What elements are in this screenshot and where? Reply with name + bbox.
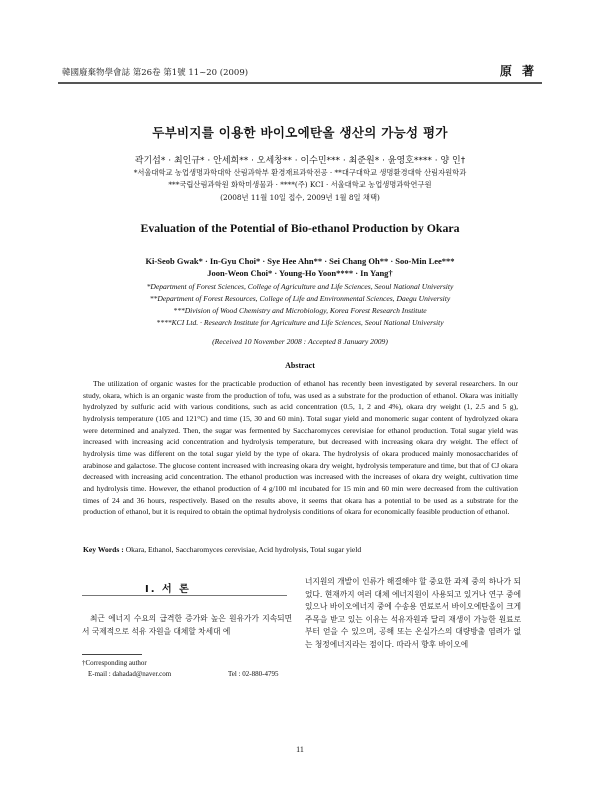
abstract-body: The utilization of organic wastes for the practicable production of ethanol has recently been investigated by several researchers. In our study, okara, which is an organic waste from the production of tofu, was used as a substrate for the production of ethanol. Okara was initially hydrolyzed by sulfuric acid with various conditions, such as acid concentration (0.5, 1, 2 and 4%), okara dry weight (1, 2.5 and 5 g), hydrolysis temperature (105 and 121°C) and time (15, 30 and 60 min). Total sugar yield and monomeric sugar content of hydrolyzed okara were determined and analyzed. Then, the sugar was fermented by Saccharomyces cerevisiae for ethanol production. Total sugar yield was increased with increasing acid concentration and hydrolysis temperature, but decreased with increasing okara dry weight. The effect of hydrolysis time was different on the total sugar yield by the type of okara. The hydrolysis of okara produced mainly monosaccharides of arabinose and galactose. The glucose content increased with increasing okara dry weight, hydrolysis temperature and time, but that of CJ okara decreased with increasing acid concentration. The ethanol production was increased with the increases of okara dry weight, cultivation time and hydrolysis time. However, the ethanol production of 4 g/100 ml incubated for 15 min and 60 min were decreased from the cultivation times of 24 and 36 hours, respectively. Based on the results above, it seems that okara has a potential to be used as a substrate for the production of ethanol, but it is required to obtain the optimal hydrolysis conditions of okara for economically feasible production of ethanol. bbox=[83, 379, 518, 517]
english-received-dates: (Received 10 November 2008 : Accepted 8 January 2009) bbox=[212, 337, 388, 346]
abstract-heading: Abstract bbox=[285, 361, 315, 370]
english-authors bbox=[40, 255, 560, 279]
section-title: I. 서 론 bbox=[145, 584, 191, 595]
english-affiliation-4: ****KCI Ltd. · Research Institute for Agriculture and Life Sciences, Seoul National University bbox=[156, 318, 444, 328]
korean-title: 두부비지를 이용한 바이오에탄올 생산의 가능성 평가 bbox=[152, 125, 448, 140]
corresponding-tel: Tel : 02-880-4795 bbox=[228, 670, 279, 678]
english-affiliations bbox=[40, 281, 560, 329]
korean-affiliations bbox=[40, 167, 560, 191]
english-affiliation-1: *Department of Forest Sciences, College of Agriculture and Life Sciences, Seoul National University bbox=[146, 282, 454, 291]
footnote-rule bbox=[82, 654, 142, 655]
english-title: Evaluation of the Potential of Bio-ethanol Production by Okara bbox=[140, 221, 460, 235]
korean-affiliation-2: ***국립산림과학원 화학미생물과 · ****(주) KCI · 서울대학교 농업생명과학연구원 bbox=[168, 180, 432, 189]
page-number: 11 bbox=[296, 745, 304, 754]
journal-citation: 韓國廢棄物學會誌 第26卷 第1號 11~20 (2009) bbox=[62, 68, 249, 78]
intro-right-column: 너지원의 개발이 인류가 해결해야 할 중요한 과제 중의 하나가 되었다. 현재까지 여러 대체 에너지원이 사용되고 있거나 연구 중에 있으나 바이오에너지 중에 수송용 연료로서 바이오에탄올이 크게 주목을 받고 있는 이유는 석유자원과 달리 재생이 가능한 원료로부터 얻을 수 있으며, 공해 또는 온실가스의 대량방출 염려가 없는 청정에너지라는 점이다. 따라서 향후 바이오에 bbox=[305, 577, 521, 649]
english-affiliation-3: ***Division of Wood Chemistry and Microbiology, Korea Forest Research Institute bbox=[173, 306, 427, 316]
header-rule bbox=[58, 82, 542, 84]
section-title-rule bbox=[82, 595, 287, 596]
keywords-list: Okara, Ethanol, Saccharomyces cerevisiae, Acid hydrolysis, Total sugar yield bbox=[125, 545, 362, 554]
corresponding-author: †Corresponding author bbox=[82, 659, 147, 667]
corresponding-email: E-mail : dahadad@naver.com bbox=[88, 670, 172, 678]
korean-affiliation-1: *서울대학교 농업생명과학대학 산림과학부 환경재료과학전공 · **대구대학교 생명환경대학 산림자원학과 bbox=[133, 168, 467, 177]
keywords bbox=[83, 545, 523, 554]
english-authors-line-1: Ki-Seob Gwak* · In-Gyu Choi* · Sye Hee Ahn** · Sei Chang Oh** · Soo-Min Lee*** bbox=[145, 256, 455, 266]
english-affiliation-2: **Department of Forest Resources, College of Life and Environmental Sciences, Daegu University bbox=[149, 294, 451, 304]
korean-authors: 곽기섭* · 최인규* · 안세희** · 오세창** · 이수민*** · 최준원* · 윤영호**** · 양 인† bbox=[134, 156, 466, 166]
article-type-label: 原 著 bbox=[499, 64, 537, 78]
keywords-label: Key Words : bbox=[83, 545, 124, 554]
english-authors-line-2: Joon-Weon Choi* · Young-Ho Yoon**** · In Yang† bbox=[207, 268, 393, 278]
korean-received-dates: (2008년 11월 10일 접수, 2009년 1월 8일 채택) bbox=[220, 193, 380, 202]
intro-left-column: 최근 에너지 수요의 급격한 증가와 높은 원유가가 지속되면서 국제적으로 석유 자원을 대체할 차세대 에 bbox=[82, 614, 292, 636]
